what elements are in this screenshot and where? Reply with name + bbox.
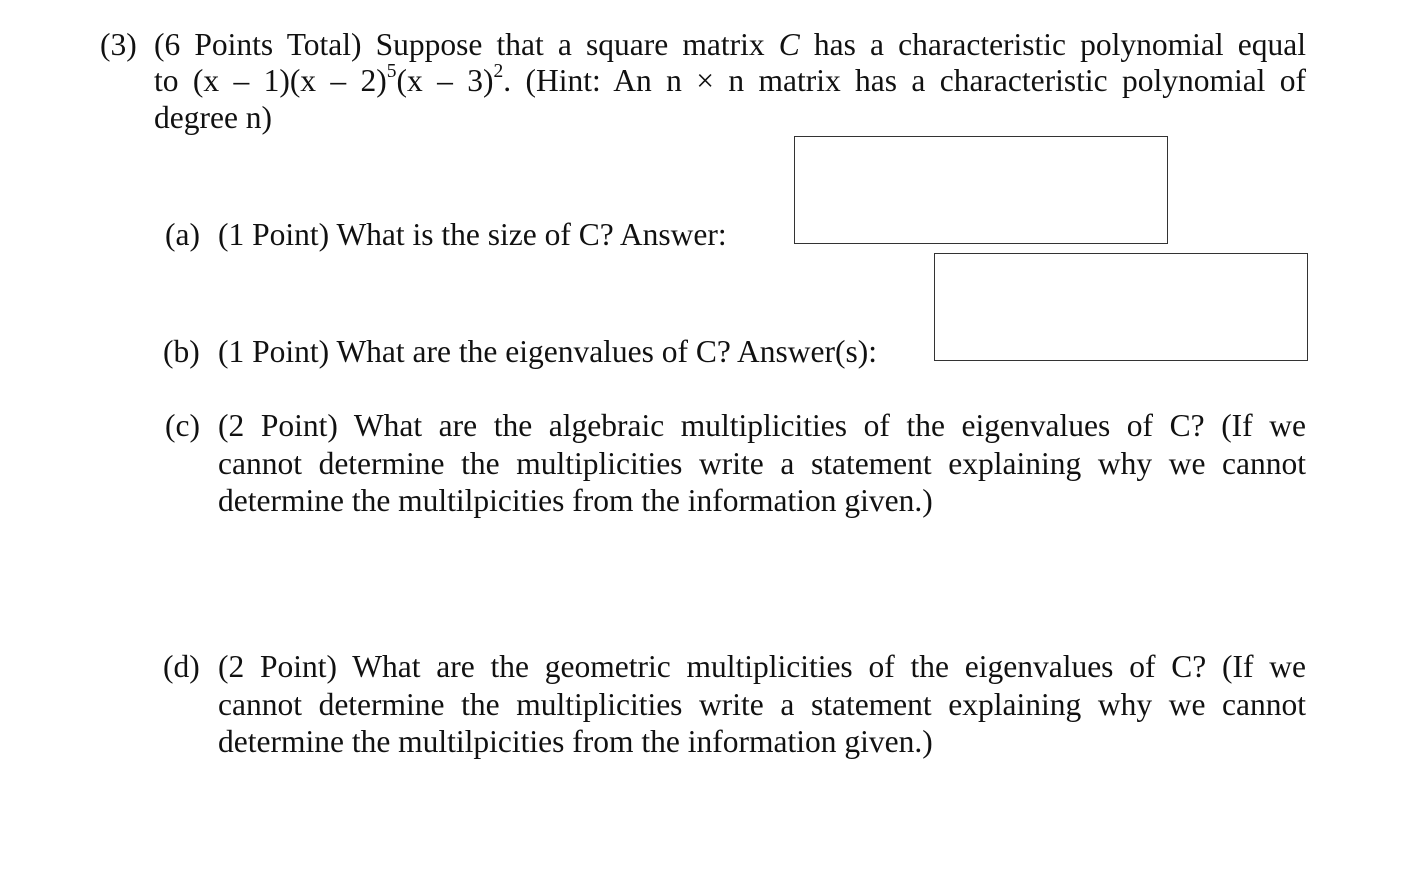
matrix-symbol: C — [778, 27, 800, 62]
part-a-question: (1 Point) What is the size of C? Answer: — [218, 217, 727, 252]
polynomial-factor-1: (x – 1) — [192, 63, 290, 98]
part-c-points: (2 Point) — [218, 408, 338, 443]
polynomial-factor-3: (x – 3) — [396, 63, 494, 98]
answer-box-a[interactable] — [794, 136, 1168, 244]
part-a-label: (a) — [165, 217, 200, 252]
part-b-label: (b) — [163, 334, 200, 369]
part-d-label: (d) — [163, 649, 200, 684]
characteristic-polynomial: (x – 1)(x – 2)$^5$(x – 3)$^2$. — [192, 60, 512, 98]
part-d-points: (2 Point) — [218, 649, 338, 684]
part-c-line-3: determine the multilpicities from the information given.) — [218, 483, 933, 518]
polynomial-factor-2: (x – 2) — [289, 63, 387, 98]
part-d-line-3: determine the multilpicities from the information given.) — [218, 724, 933, 759]
part-b-question: (1 Point) What are the eigenvalues of C? Answer(s): — [218, 334, 877, 369]
problem-points: (6 Points Total) — [154, 27, 362, 62]
part-a-points: (1 Point) — [218, 217, 330, 252]
part-d-line-2: cannot determine the multiplicities write a statement explaining why we cannot — [218, 687, 1306, 722]
part-b-points: (1 Point) — [218, 334, 330, 369]
answer-box-b[interactable] — [934, 253, 1308, 361]
polynomial-exponent-2: 2 — [493, 60, 504, 82]
hint-text: (Hint: An n × n matrix has a characteristic polynomial of — [525, 63, 1307, 98]
polynomial-exponent-5: 5 — [386, 60, 397, 82]
part-c-line-1: (2 Point) What are the algebraic multiplicities of the eigenvalues of C? (If we — [218, 408, 1306, 443]
part-d-line-1: (2 Point) What are the geometric multiplicities of the eigenvalues of C? (If we — [218, 649, 1306, 684]
problem-number: (3) — [100, 27, 137, 62]
problem-statement-line-1: (6 Points Total) Suppose that a square matrix C has a characteristic polynomial equal — [154, 27, 1307, 62]
problem-statement-line-2: to (x – 1)(x – 2)$^5$(x – 3)$^2$. (Hint: An n × n matrix has a characteristic polynomial of — [154, 60, 1307, 98]
part-c-label: (c) — [165, 408, 200, 443]
part-c-line-2: cannot determine the multiplicities write a statement explaining why we cannot — [218, 446, 1306, 481]
problem-statement-line-3: degree n) — [154, 100, 273, 135]
